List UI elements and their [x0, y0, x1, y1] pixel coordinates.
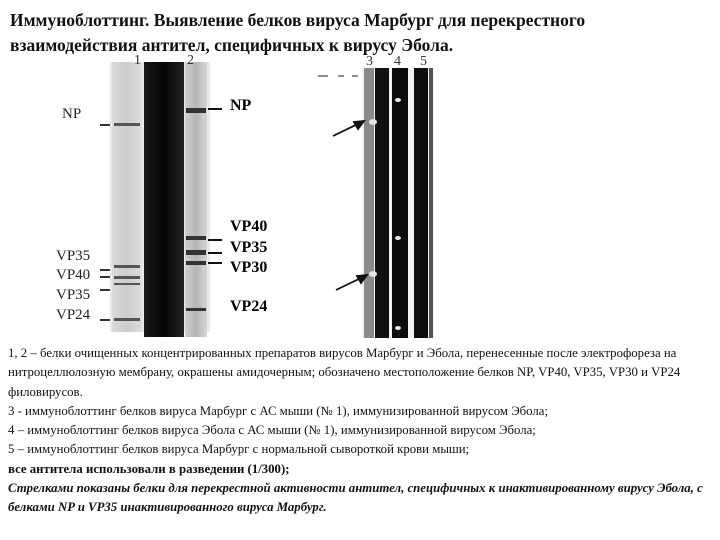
left-label-vp35: VP35 [56, 287, 91, 303]
band-lane2-vp30 [186, 261, 206, 265]
band-lane2-vp24 [186, 308, 206, 311]
band-lane1-b [114, 276, 140, 279]
left-label-vp24: VP24 [56, 307, 91, 323]
caption-line-5: все антитела использовали в разведении (1/300); [8, 461, 290, 476]
lane-3 [364, 68, 374, 338]
left-label-np: NP [62, 106, 82, 122]
band-lane1-c [114, 283, 140, 285]
right-label-vp40: VP40 [230, 218, 268, 235]
band-lane1-d [114, 318, 140, 321]
lane-1 [112, 62, 142, 332]
immunoblot-image [0, 50, 720, 340]
band-lane2-vp35 [186, 250, 206, 255]
dark-lane [144, 62, 184, 337]
lane-2 [185, 62, 207, 337]
band-lane1-a [114, 265, 140, 268]
lane-5 [414, 68, 428, 338]
lane-number-5: 5 [420, 54, 427, 69]
caption-line-1: 1, 2 – белки очищенных концентрированных препаратов вирусов Марбург и Эбола, перенесенные после электрофореза на нитроцеллюлозную мембрану, окрашены амидочерным; обозначено местоположение белков NP, VP40, VP35, VP30 и VP24 филовирусов. [8, 346, 681, 399]
band-lane1-np [114, 123, 140, 126]
lane-number-1: 1 [134, 53, 141, 68]
right-label-np: NP [230, 97, 252, 114]
lane-number-2: 2 [187, 53, 194, 68]
caption-line-6: Стрелками показаны белки для перекрестной активности антител, специфичных к инактивированному вирусу Эбола, с белками NP и VP35 инактивированного вируса Марбург. [8, 481, 703, 515]
right-label-vp35: VP35 [230, 239, 268, 256]
lane-4 [392, 68, 408, 338]
immunoblot-figure [0, 50, 720, 340]
lane-number-3: 3 [366, 54, 373, 69]
caption-line-4: 5 – иммуноблоттинг белков вируса Марбург с нормальной сывороткой крови мыши; [8, 442, 470, 457]
left-label-vp35-top: VP35 [56, 248, 91, 264]
figure-caption [8, 344, 714, 518]
left-label-vp40: VP40 [56, 267, 91, 283]
lane-number-4: 4 [394, 54, 401, 69]
right-label-vp24: VP24 [230, 298, 268, 315]
caption-line-3: 4 – иммуноблоттинг белков вируса Эбола с АС мыши (№ 1), иммунизированной вирусом Эбола; [8, 423, 536, 438]
page-title: Иммуноблоттинг. Выявление белков вируса Марбург для перекрестного взаимодействия антител, специфичных к вирусу Эбола. [10, 10, 586, 55]
caption-line-2: 3 - иммуноблоттинг белков вируса Марбург с АС мыши (№ 1), иммунизированной вирусом Эбола; [8, 403, 548, 418]
band-lane2-np [186, 108, 206, 113]
lane-3-dark [375, 68, 389, 338]
band-lane2-vp40 [186, 236, 206, 240]
right-label-vp30: VP30 [230, 259, 268, 276]
